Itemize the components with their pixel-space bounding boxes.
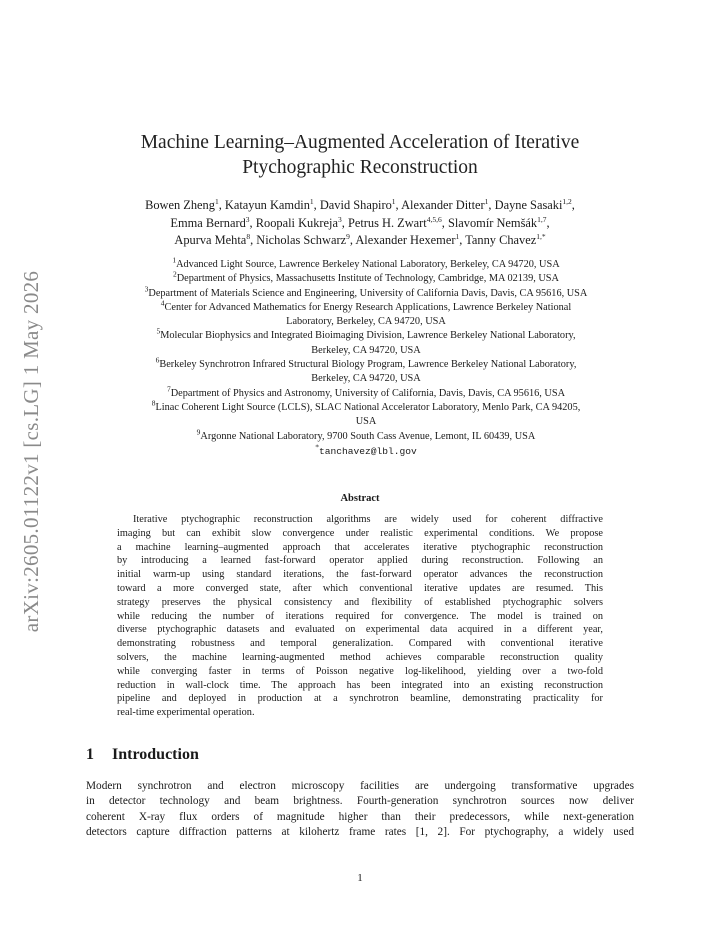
author-separator: , bbox=[441, 215, 448, 230]
author-line bbox=[90, 197, 630, 215]
author-line bbox=[90, 215, 630, 233]
affiliation-number: 3 bbox=[144, 284, 149, 294]
abstract-line: Iterative ptychographic reconstruction algorithms are widely used for coherent diffractive bbox=[133, 514, 603, 525]
affiliations bbox=[86, 255, 646, 444]
intro-line: coherent X-ray flux orders of magnitude higher than their predecessors, while next-generation bbox=[86, 810, 634, 823]
author-separator: , bbox=[349, 233, 356, 247]
abstract-line: strategy preserves the physical consistency and flexibility of established ptychographic solvers bbox=[117, 596, 603, 608]
author-affil-ref: 3 bbox=[337, 214, 342, 224]
affiliation-number: 1 bbox=[172, 255, 177, 265]
affiliation-text: Argonne National Laboratory, 9700 South Cass Avenue, Lemont, IL 60439, USA bbox=[200, 430, 536, 442]
affiliation-item bbox=[86, 355, 646, 387]
affiliation-number: 5 bbox=[156, 327, 161, 337]
author-separator: , bbox=[546, 215, 550, 230]
affiliation-number: 4 bbox=[160, 298, 165, 308]
intro-line: detectors capture diffraction patterns at kilohertz frame rates [1, 2]. For ptychography, a widely used bbox=[86, 826, 634, 839]
affiliation-item bbox=[86, 284, 646, 301]
arxiv-identifier: arXiv:2605.01122v1 [cs.LG] 1 May 2026 bbox=[19, 270, 44, 632]
intro-line: in detector technology and beam brightness. Fourth-generation synchrotron sources now deliver bbox=[86, 795, 634, 808]
abstract-heading: Abstract bbox=[340, 493, 380, 504]
author-name: Alexander Hexemer bbox=[355, 233, 456, 247]
section-heading bbox=[86, 746, 199, 764]
affiliation-number: 2 bbox=[173, 269, 177, 279]
author-name: Nicholas Schwarz bbox=[256, 233, 347, 247]
affiliation-item bbox=[86, 298, 646, 330]
section-number: 1 bbox=[86, 746, 94, 763]
abstract-line: pipeline and deployed in production at a synchrotron beamline, demonstrating practicality for bbox=[117, 693, 603, 705]
abstract-line: diverse ptychographic datasets and evaluated on experimental data acquired in a different year, bbox=[117, 624, 603, 636]
author-separator: , bbox=[341, 215, 348, 230]
author-line bbox=[90, 232, 630, 250]
author-name: Alexander Ditter bbox=[401, 198, 485, 212]
author-separator: , bbox=[313, 198, 320, 212]
abstract-line: imaging but can exhibit slow convergence under realistic experimental conditions. We propose bbox=[117, 527, 603, 539]
author-affil-ref: 1 bbox=[455, 231, 460, 241]
affiliation-item bbox=[86, 255, 646, 272]
abstract-line: demonstrating robustness and temporal generalization. Compared with conventional iterative bbox=[117, 638, 603, 650]
affiliation-text-continued: Berkeley, CA 94720, USA bbox=[311, 344, 421, 356]
author-separator: , bbox=[250, 233, 257, 247]
affiliation-text: Department of Materials Science and Engineering, University of California Davis, Davis, CA 95616, USA bbox=[148, 287, 588, 299]
author-affil-ref: 8 bbox=[246, 231, 251, 241]
author-list bbox=[90, 197, 630, 250]
author-name: Emma Bernard bbox=[170, 215, 246, 230]
abstract-line: real-time experimental operation. bbox=[117, 707, 255, 719]
author-name: Bowen Zheng bbox=[145, 198, 215, 212]
affiliation-item bbox=[86, 398, 646, 430]
affiliation-item bbox=[86, 329, 646, 358]
author-separator: , bbox=[571, 198, 575, 212]
author-affil-ref: 3 bbox=[245, 214, 250, 224]
author-name: Dayne Sasaki bbox=[494, 198, 563, 212]
author-affil-ref: 9 bbox=[346, 231, 350, 241]
author-affil-ref: 1,* bbox=[536, 231, 546, 241]
abstract-line: solvers, the machine learning-augmented method achieves comparable reconstruction quality bbox=[117, 651, 603, 663]
abstract-line: initial warm-up using standard iterations, the fast-forward operator advances the reconstruction bbox=[117, 569, 603, 581]
affiliation-number: 6 bbox=[155, 355, 160, 365]
author-affil-ref: 1 bbox=[391, 196, 396, 206]
abstract-line: while reducing the number of iterations required for convergence. The model is trained on bbox=[117, 610, 603, 622]
paper-title bbox=[100, 130, 620, 180]
author-affil-ref: 1,2 bbox=[562, 196, 572, 206]
affiliation-number: 7 bbox=[166, 384, 171, 394]
abstract-line: while converging faster in terms of Poisson negative log-likelihood, yielding over a two-fold bbox=[117, 665, 603, 677]
email-address[interactable]: tanchavez@lbl.gov bbox=[318, 446, 417, 457]
affiliation-text: Advanced Light Source, Lawrence Berkeley National Laboratory, Berkeley, CA 94720, USA bbox=[176, 259, 560, 270]
abstract-line: a machine learning–augmented approach that accelerates iterative ptychographic reconstruction bbox=[117, 541, 603, 553]
author-name: Slavomír Nemšák bbox=[447, 215, 538, 230]
author-separator: , bbox=[249, 215, 256, 230]
author-separator: , bbox=[488, 198, 495, 212]
abstract-body bbox=[117, 513, 603, 720]
author-name: David Shapiro bbox=[319, 198, 392, 212]
author-separator: , bbox=[459, 233, 466, 247]
author-name: Katayun Kamdin bbox=[224, 198, 310, 212]
affiliation-text: Molecular Biophysics and Integrated Bioimaging Division, Lawrence Berkeley National Laboratory, bbox=[160, 330, 576, 342]
author-name: Apurva Mehta bbox=[174, 233, 247, 247]
affiliation-text-continued: USA bbox=[355, 416, 377, 428]
affiliation-item bbox=[86, 427, 646, 444]
author-affil-ref: 1,7 bbox=[537, 214, 547, 224]
affiliation-text: Berkeley Synchrotron Infrared Structural Biology Program, Lawrence Berkeley National Laboratory, bbox=[159, 359, 577, 371]
affiliation-item bbox=[86, 384, 646, 401]
affiliation-number: 9 bbox=[196, 427, 201, 437]
affiliation-text: Linac Coherent Light Source (LCLS), SLAC National Accelerator Laboratory, Menlo Park, CA 94205, bbox=[155, 401, 581, 413]
affiliation-text-continued: Laboratory, Berkeley, CA 94720, USA bbox=[286, 316, 446, 328]
introduction-body bbox=[86, 779, 634, 841]
abstract-line: reduction in wall-clock time. The approach has been integrated into an existing reconstruction bbox=[117, 679, 603, 691]
arxiv-sidebar-stamp bbox=[2, 260, 62, 642]
author-affil-ref: 1 bbox=[214, 196, 219, 206]
abstract-line: by introducing a learned fast-forward operator applied during reconstruction. Following an bbox=[117, 555, 603, 567]
corresponding-mark: * bbox=[315, 442, 319, 452]
author-affil-ref: 1 bbox=[484, 196, 489, 206]
affiliation-text: Center for Advanced Mathematics for Energy Research Applications, Lawrence Berkeley National bbox=[164, 301, 572, 313]
author-affil-ref: 1 bbox=[309, 196, 314, 206]
affiliation-text: Department of Physics, Massachusetts Institute of Technology, Cambridge, MA 02139, USA bbox=[176, 273, 559, 285]
affiliation-text-continued: Berkeley, CA 94720, USA bbox=[311, 373, 421, 385]
abstract-line: toward a more converged state, after which conventional iterative updates are resumed. This bbox=[117, 582, 603, 594]
section-title: Introduction bbox=[112, 746, 199, 763]
title-line: Machine Learning–Augmented Acceleration of Iterative bbox=[140, 132, 580, 153]
affiliation-number: 8 bbox=[151, 398, 156, 408]
title-line: Ptychographic Reconstruction bbox=[242, 157, 478, 178]
author-separator: , bbox=[218, 198, 225, 212]
author-name: Roopali Kukreja bbox=[255, 215, 338, 230]
author-name: Tanny Chavez bbox=[465, 233, 537, 247]
intro-line: Modern synchrotron and electron microscopy facilities are undergoing transformative upgrades bbox=[86, 780, 634, 792]
corresponding-email bbox=[86, 442, 646, 457]
author-name: Petrus H. Zwart bbox=[347, 215, 427, 230]
author-affil-ref: 4,5,6 bbox=[426, 214, 442, 224]
affiliation-item bbox=[86, 269, 646, 286]
affiliation-text: Department of Physics and Astronomy, University of California, Davis, Davis, CA 95616, USA bbox=[170, 387, 566, 399]
page-number: 1 bbox=[357, 872, 363, 884]
author-separator: , bbox=[395, 198, 402, 212]
